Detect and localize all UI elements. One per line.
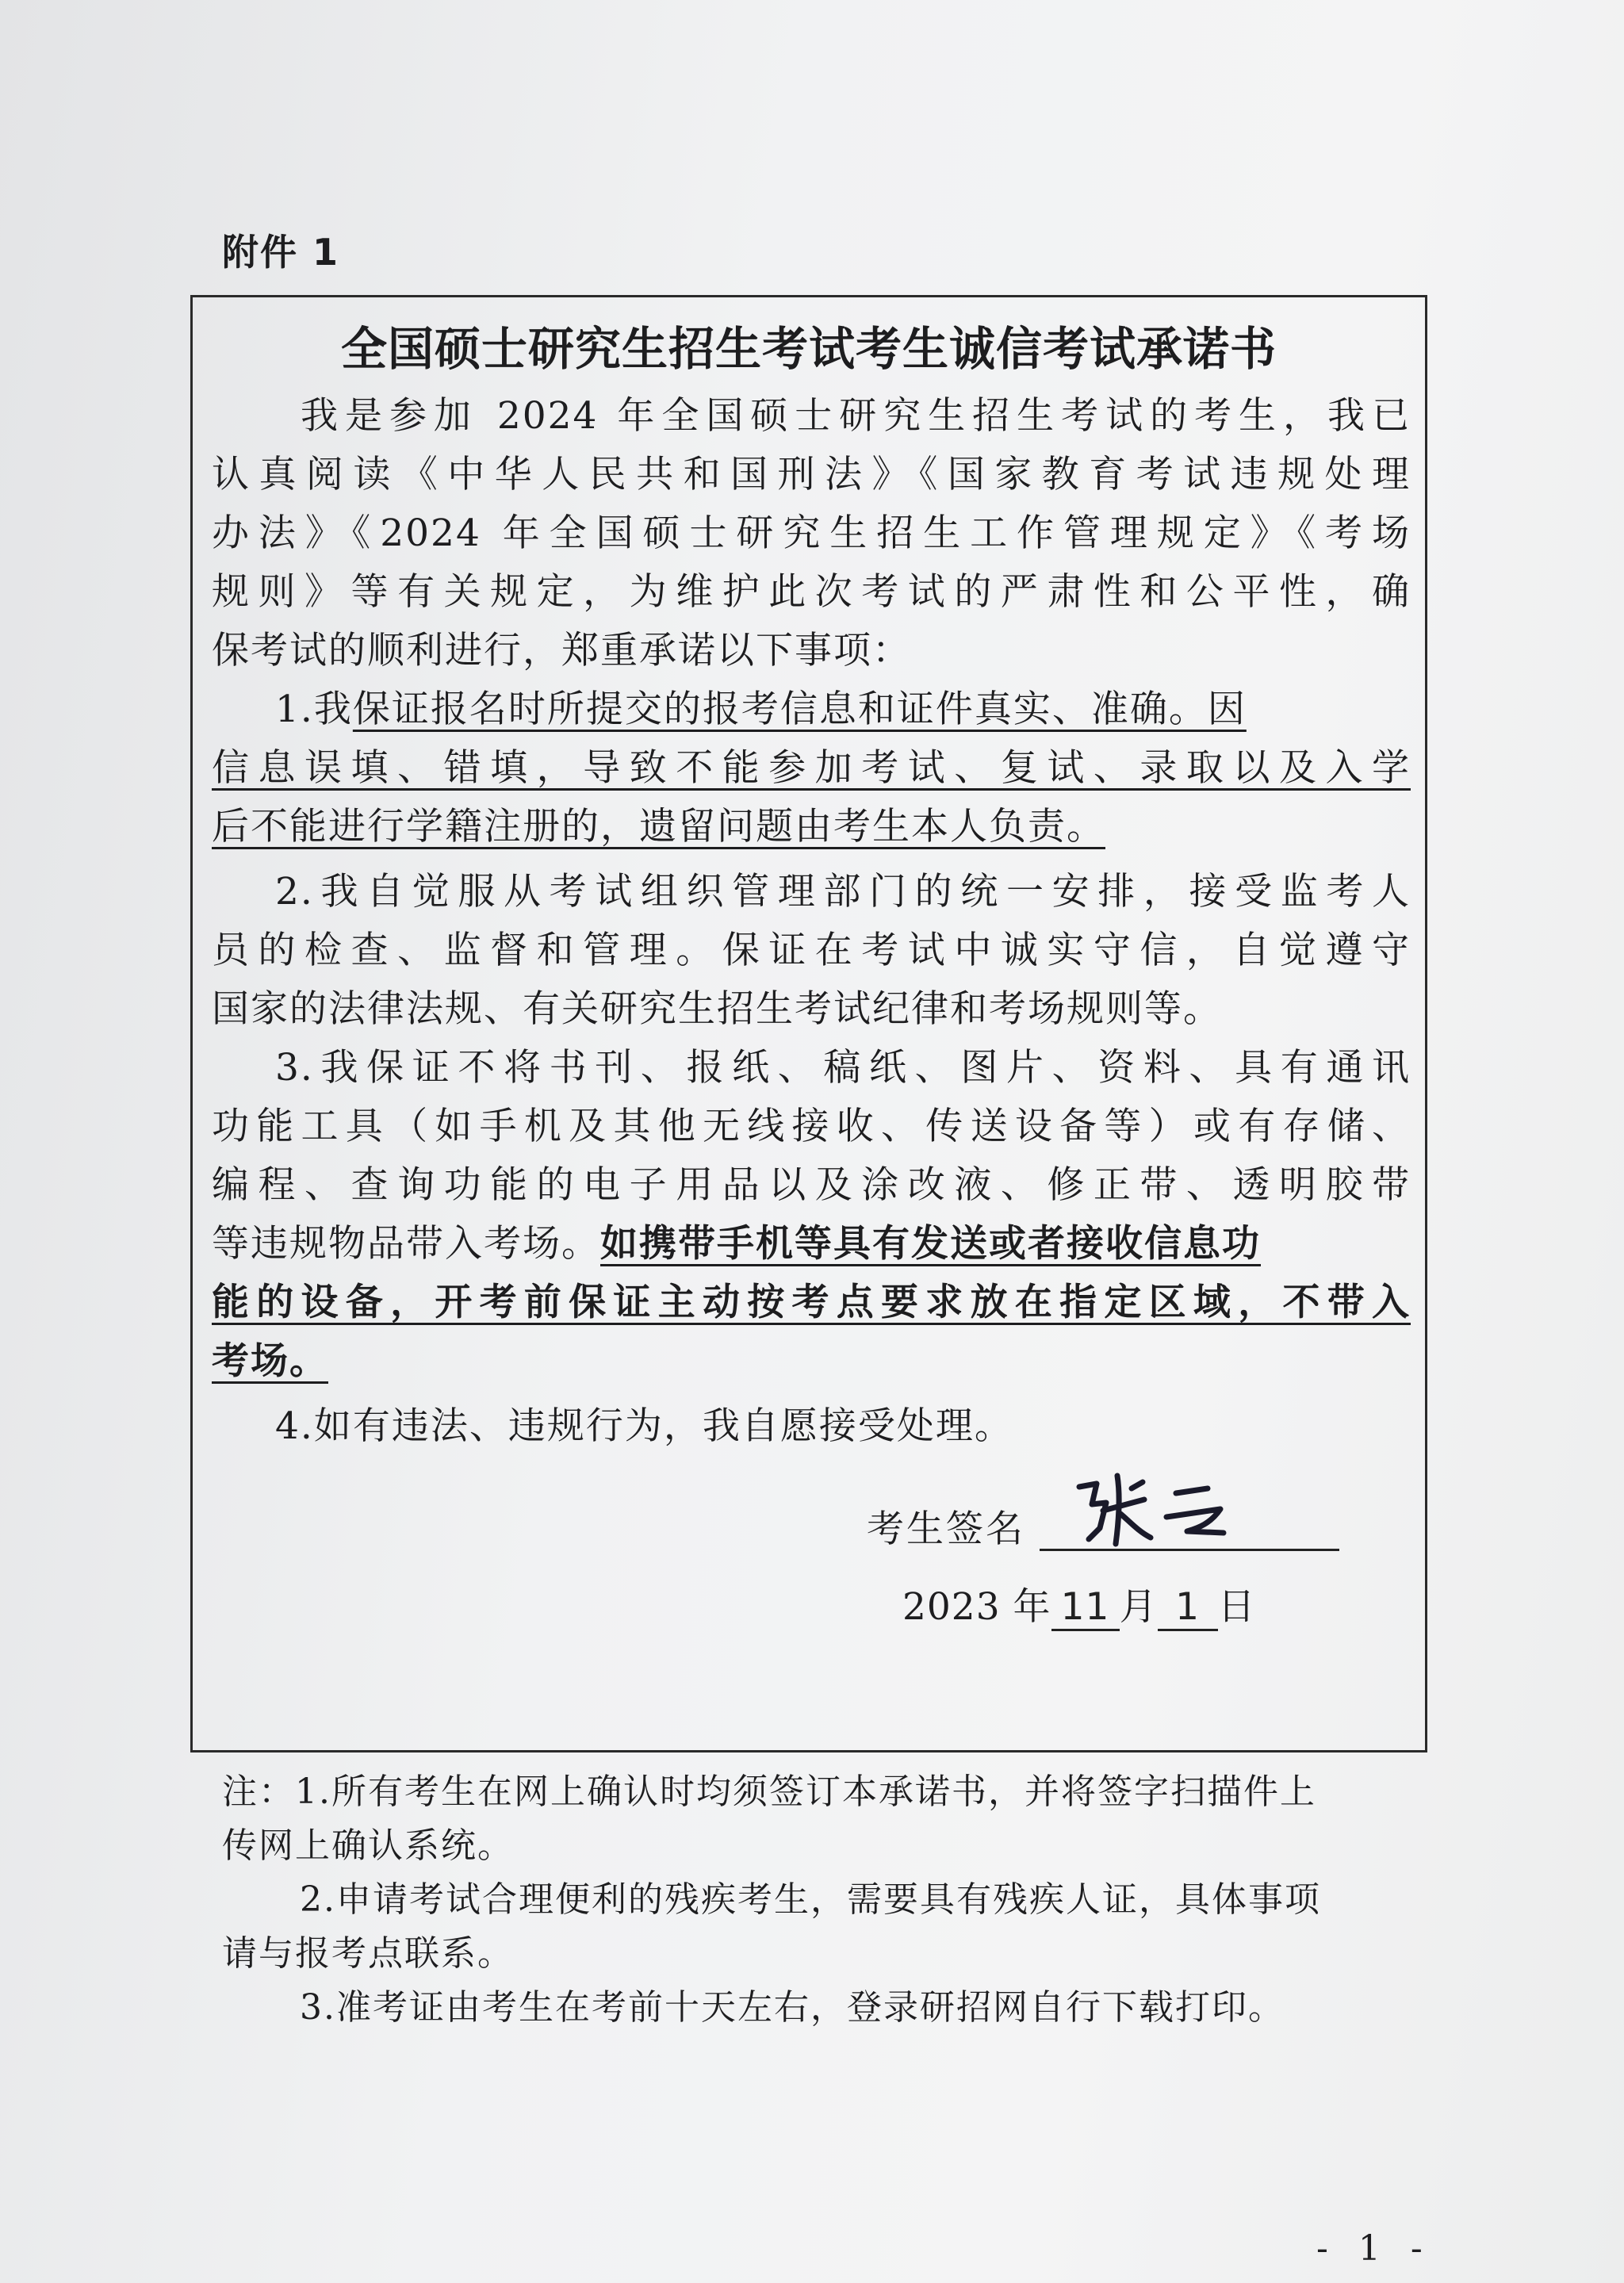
page-number: - 1 -: [1316, 2228, 1432, 2269]
item3-plain: 等违规物品带入考场。: [212, 1222, 600, 1266]
item3-bold-underlined-line: 考场。: [212, 1339, 328, 1383]
item1-underlined-line: 后不能进行学籍注册的，遗留问题由考生本人负责。: [212, 805, 1105, 848]
signature-label: 考生签名: [867, 1507, 1025, 1551]
date-month: 11: [1051, 1585, 1120, 1631]
item3-line: 功能工具（如手机及其他无线接收、传送设备等）或有存储、: [212, 1105, 1411, 1148]
intro-line: 我是参加 2024 年全国硕士研究生招生考试的考生，我已: [301, 394, 1411, 438]
note-line: 请与报考点联系。: [222, 1933, 514, 1974]
item3-line: [212, 1214, 1261, 1267]
item3-line: 3.我保证不将书刊、报纸、稿纸、图片、资料、具有通讯: [275, 1046, 1411, 1090]
date-year: 2023 年: [902, 1585, 1051, 1629]
notes-section: [222, 1765, 1321, 2035]
date-day-label: 日: [1217, 1585, 1256, 1629]
item3-bold-underlined: 如携带手机等具有发送或者接收信息功: [600, 1222, 1261, 1266]
item3-line: 编程、查询功能的电子用品以及涂改液、修正带、透明胶带: [212, 1163, 1411, 1207]
intro-line: 办法》《2024 年全国硕士研究生招生工作管理规定》《考场: [212, 511, 1411, 555]
intro-line: 保考试的顺利进行，郑重承诺以下事项：: [212, 629, 911, 672]
item1-underlined: 保证报名时所提交的报考信息和证件真实、准确。因: [352, 688, 1247, 731]
date-day: 1: [1158, 1585, 1218, 1631]
item2-line: 2.我自觉服从考试组织管理部门的统一安排，接受监考人: [275, 870, 1411, 914]
note-line: 注：1.所有考生在网上确认时均须签订本承诺书，并将签字扫描件上: [222, 1772, 1316, 1812]
attachment-label: 附件 1: [222, 231, 340, 274]
note-line: 2.申请考试合理便利的残疾考生，需要具有残疾人证，具体事项: [300, 1879, 1321, 1920]
item1-prefix: 1.我: [275, 688, 353, 731]
note-line: 3.准考证由考生在考前十天左右，登录研招网自行下载打印。: [300, 1987, 1285, 2028]
document-title: 全国硕士研究生招生考试考生诚信考试承诺书: [340, 322, 1277, 376]
intro-line: 规则》等有关规定，为维护此次考试的严肃性和公平性，确: [212, 570, 1411, 614]
item1-underlined-line: 信息误填、错填，导致不能参加考试、复试、录取以及入学: [212, 746, 1411, 790]
item1-line: [275, 680, 1247, 733]
handwritten-signature: [1065, 1465, 1255, 1552]
signature-date: [902, 1577, 1256, 1631]
item2-line: 国家的法律法规、有关研究生招生考试纪律和考场规则等。: [212, 987, 1222, 1031]
item2-line: 员的检查、监督和管理。保证在考试中诚实守信，自觉遵守: [212, 929, 1411, 972]
intro-line: 认真阅读《中华人民共和国刑法》《国家教育考试违规处理: [212, 453, 1411, 496]
note-line: 传网上确认系统。: [222, 1825, 514, 1866]
item4-line: 4.如有违法、违规行为，我自愿接受处理。: [275, 1404, 1013, 1448]
item3-bold-underlined-line: 能的设备，开考前保证主动按考点要求放在指定区域，不带入: [212, 1281, 1411, 1324]
pledge-box: [190, 295, 1427, 1752]
date-month-label: 月: [1119, 1585, 1158, 1629]
